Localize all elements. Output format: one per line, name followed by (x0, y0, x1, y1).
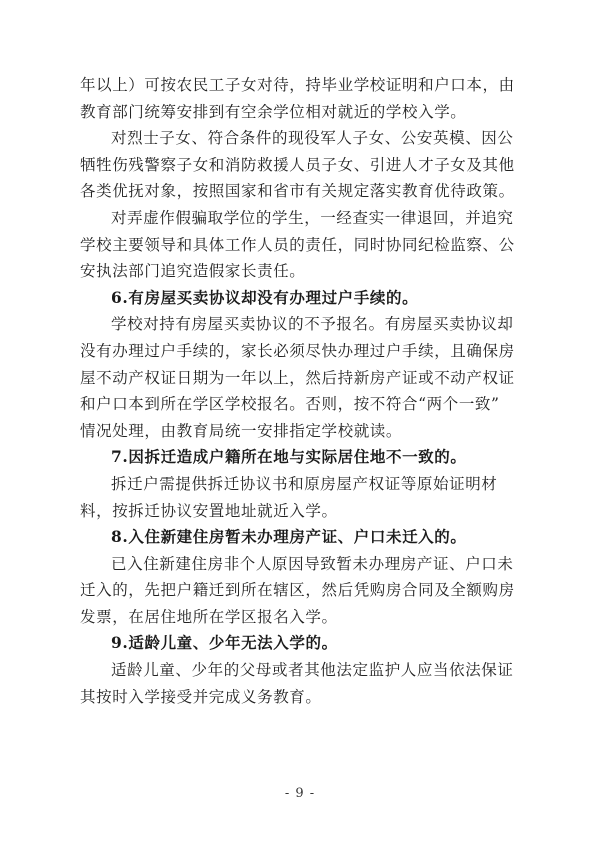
paragraph-line: 屋不动产权证日期为一年以上，然后持新房产证或不动产权证 (80, 368, 515, 387)
paragraph-line: 学校主要领导和具体工作人员的责任，同时协同纪检监察、公 (80, 235, 515, 254)
paragraph-line: 适龄儿童、少年的父母或者其他法定监护人应当依法保证 (111, 661, 514, 680)
page-number: - 9 - (284, 786, 316, 801)
section-heading-line: 6.有房屋买卖协议却没有办理过户手续的。 (111, 287, 419, 307)
paragraph-line: 其按时入学接受并完成义务教育。 (80, 687, 322, 706)
paragraph-line: 和户口本到所在学区学校报名。否则，按不符合“两个一致” (80, 395, 500, 414)
section-heading-line: 7.因拆迁造成户籍所在地与实际居住地不一致的。 (111, 447, 467, 467)
paragraph-line: 对弄虚作假骗取学位的学生，一经查实一律退回，并追究 (111, 208, 514, 227)
paragraph-line: 情况处理，由教育局统一安排指定学校就读。 (80, 421, 403, 440)
paragraph-line: 没有办理过户手续的，家长必须尽快办理过户手续，且确保房 (80, 341, 515, 360)
section-heading-line: 8.入住新建住房暂未办理房产证、户口未迁入的。 (111, 527, 467, 547)
document-body (80, 72, 525, 710)
paragraph-line: 拆迁户需提供拆迁协议书和原房屋产权证等原始证明材 (111, 474, 498, 493)
paragraph-line: 学校对持有房屋买卖协议的不予报名。有房屋买卖协议却 (111, 315, 514, 334)
paragraph-line: 已入住新建住房非个人原因导致暂未办理房产证、户口未 (111, 554, 514, 573)
paragraph-line: 安执法部门追究造假家长责任。 (80, 262, 306, 281)
paragraph-line: 牺牲伤残警察子女和消防救援人员子女、引进人才子女及其他 (80, 155, 515, 174)
section-heading-line: 9.适龄儿童、少年无法入学的。 (111, 633, 338, 653)
paragraph-line: 迁入的，先把户籍迁到所在辖区，然后凭购房合同及全额购房 (80, 581, 515, 600)
paragraph-line: 料，按拆迁协议安置地址就近入学。 (80, 501, 338, 520)
paragraph-line: 发票，在居住地所在学区报名入学。 (80, 607, 338, 626)
paragraph-line: 教育部门统筹安排到有空余学位相对就近的学校入学。 (80, 102, 467, 121)
paragraph-line: 各类优抚对象，按照国家和省市有关规定落实教育优待政策。 (80, 182, 515, 201)
paragraph-line: 对烈士子女、符合条件的现役军人子女、公安英模、因公 (111, 129, 514, 148)
paragraph-line: 年以上）可按农民工子女对待，持毕业学校证明和户口本，由 (80, 76, 515, 94)
